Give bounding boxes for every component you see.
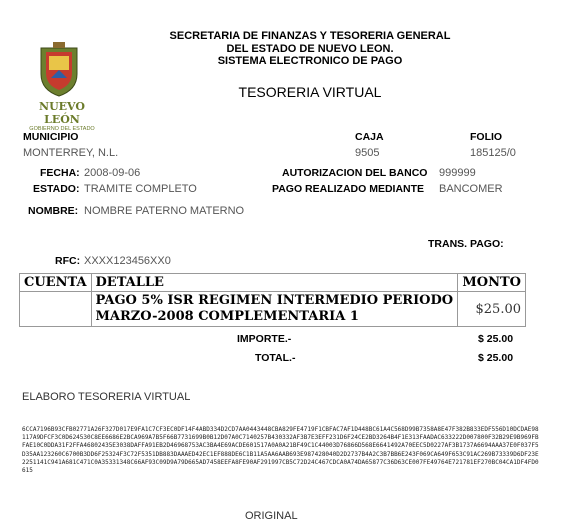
caja-value: 9505 [355,147,380,159]
col-monto: MONTO [458,274,526,292]
fecha-value: 2008-09-06 [84,167,141,179]
elaboro-text: ELABORO TESORERIA VIRTUAL [22,391,191,403]
folio-label: FOLIO [470,131,503,143]
nombre-label: NOMBRE: [28,205,79,217]
caja-label: CAJA [355,131,384,143]
detail-table [19,273,526,327]
autorizacion-value: 999999 [439,167,476,179]
fecha-label: FECHA: [40,167,80,179]
logo-subtitle: GOBIERNO DEL ESTADO [29,126,95,132]
col-detalle: DETALLE [91,274,458,292]
total-label: TOTAL.- [255,352,296,364]
pago-value: BANCOMER [439,183,503,195]
municipio-label: MUNICIPIO [23,131,79,143]
row-cuenta [20,292,92,327]
table-row [20,292,526,327]
table-header-row [20,274,526,292]
security-hash: 6CCA7196B93CFB02771A26F327D017E9FA1C7CF3EC0DF14F4ABD334D2CD7AA0443448CBA829FE4719F1CBFAC7AF1D448BC61A4C568D99B7358A8E47F382B833EDF556D10DCDAE98117A9DFCF3C0D624530C8EE6686E2BCA969A7B5F66B7731699B0B12D07A0C7140257B430332AF3B7E3EFF231D6F24CE2BD3264B4F1E313FAADAC633222D007800F32B29E9B969FBFAE10C0DDA31F2FFA46802435E3038DAFFA91EB2D46968753AC3BA4E69ACDE601517A0A0A21BF49C1C44003D76866D568E6641492A70EEC5D0227AF3B1737A6694AAA37E0F037F5D35AA123260C6700B3DD6F25324F3C72F5351DB883DAAAED42EC1EF888DE6C1B11A5AA6AAB693E987428040D2D2737B4A2C3B7BB6E243F069CA649F653C91AC269B73339D6DF23E2251141C941A681C471C0A35331348C66AF93C09D9A79D665AD7458EEFA8FE90AF291997CB5C72D24C467CDCA0A74DA65877C36D63CE007FE49764E721781EF270BC04CA1DF4FD0615 [22,426,539,475]
logo-title: NUEVO LEÓN [39,100,85,126]
header-line-2: DEL ESTADO DE NUEVO LEON. [226,43,394,55]
original-label: ORIGINAL [245,510,298,522]
logo-wordmark [22,100,102,132]
header-line-3: SISTEMA ELECTRONICO DE PAGO [217,55,403,67]
trans-label: TRANS. PAGO: [428,238,504,250]
nombre-value: NOMBRE PATERNO MATERNO [84,205,245,217]
rfc-value: XXXX123456XX0 [84,255,171,267]
rfc-label: RFC: [55,255,81,267]
municipio-value: MONTERREY, N.L. [23,147,119,159]
folio-value: 185125/0 [470,147,516,159]
page-title: TESORERIA VIRTUAL [238,84,382,100]
autorizacion-label: AUTORIZACION DEL BANCO [282,167,428,179]
estado-label: ESTADO: [33,183,80,195]
pago-label: PAGO REALIZADO MEDIANTE [272,183,425,195]
importe-label: IMPORTE.- [237,333,292,345]
row-detalle: PAGO 5% ISR REGIMEN INTERMEDIO PERIODO MARZO-2008 COMPLEMENTARIA 1 [91,292,458,327]
estado-value: TRAMITE COMPLETO [84,183,197,195]
importe-value: $ 25.00 [478,333,514,345]
col-cuenta: CUENTA [20,274,92,292]
row-monto: $25.00 [458,292,526,327]
header-line-1: SECRETARIA DE FINANZAS Y TESORERIA GENERAL [169,30,451,42]
total-value: $ 25.00 [478,352,514,364]
state-emblem [37,40,81,98]
